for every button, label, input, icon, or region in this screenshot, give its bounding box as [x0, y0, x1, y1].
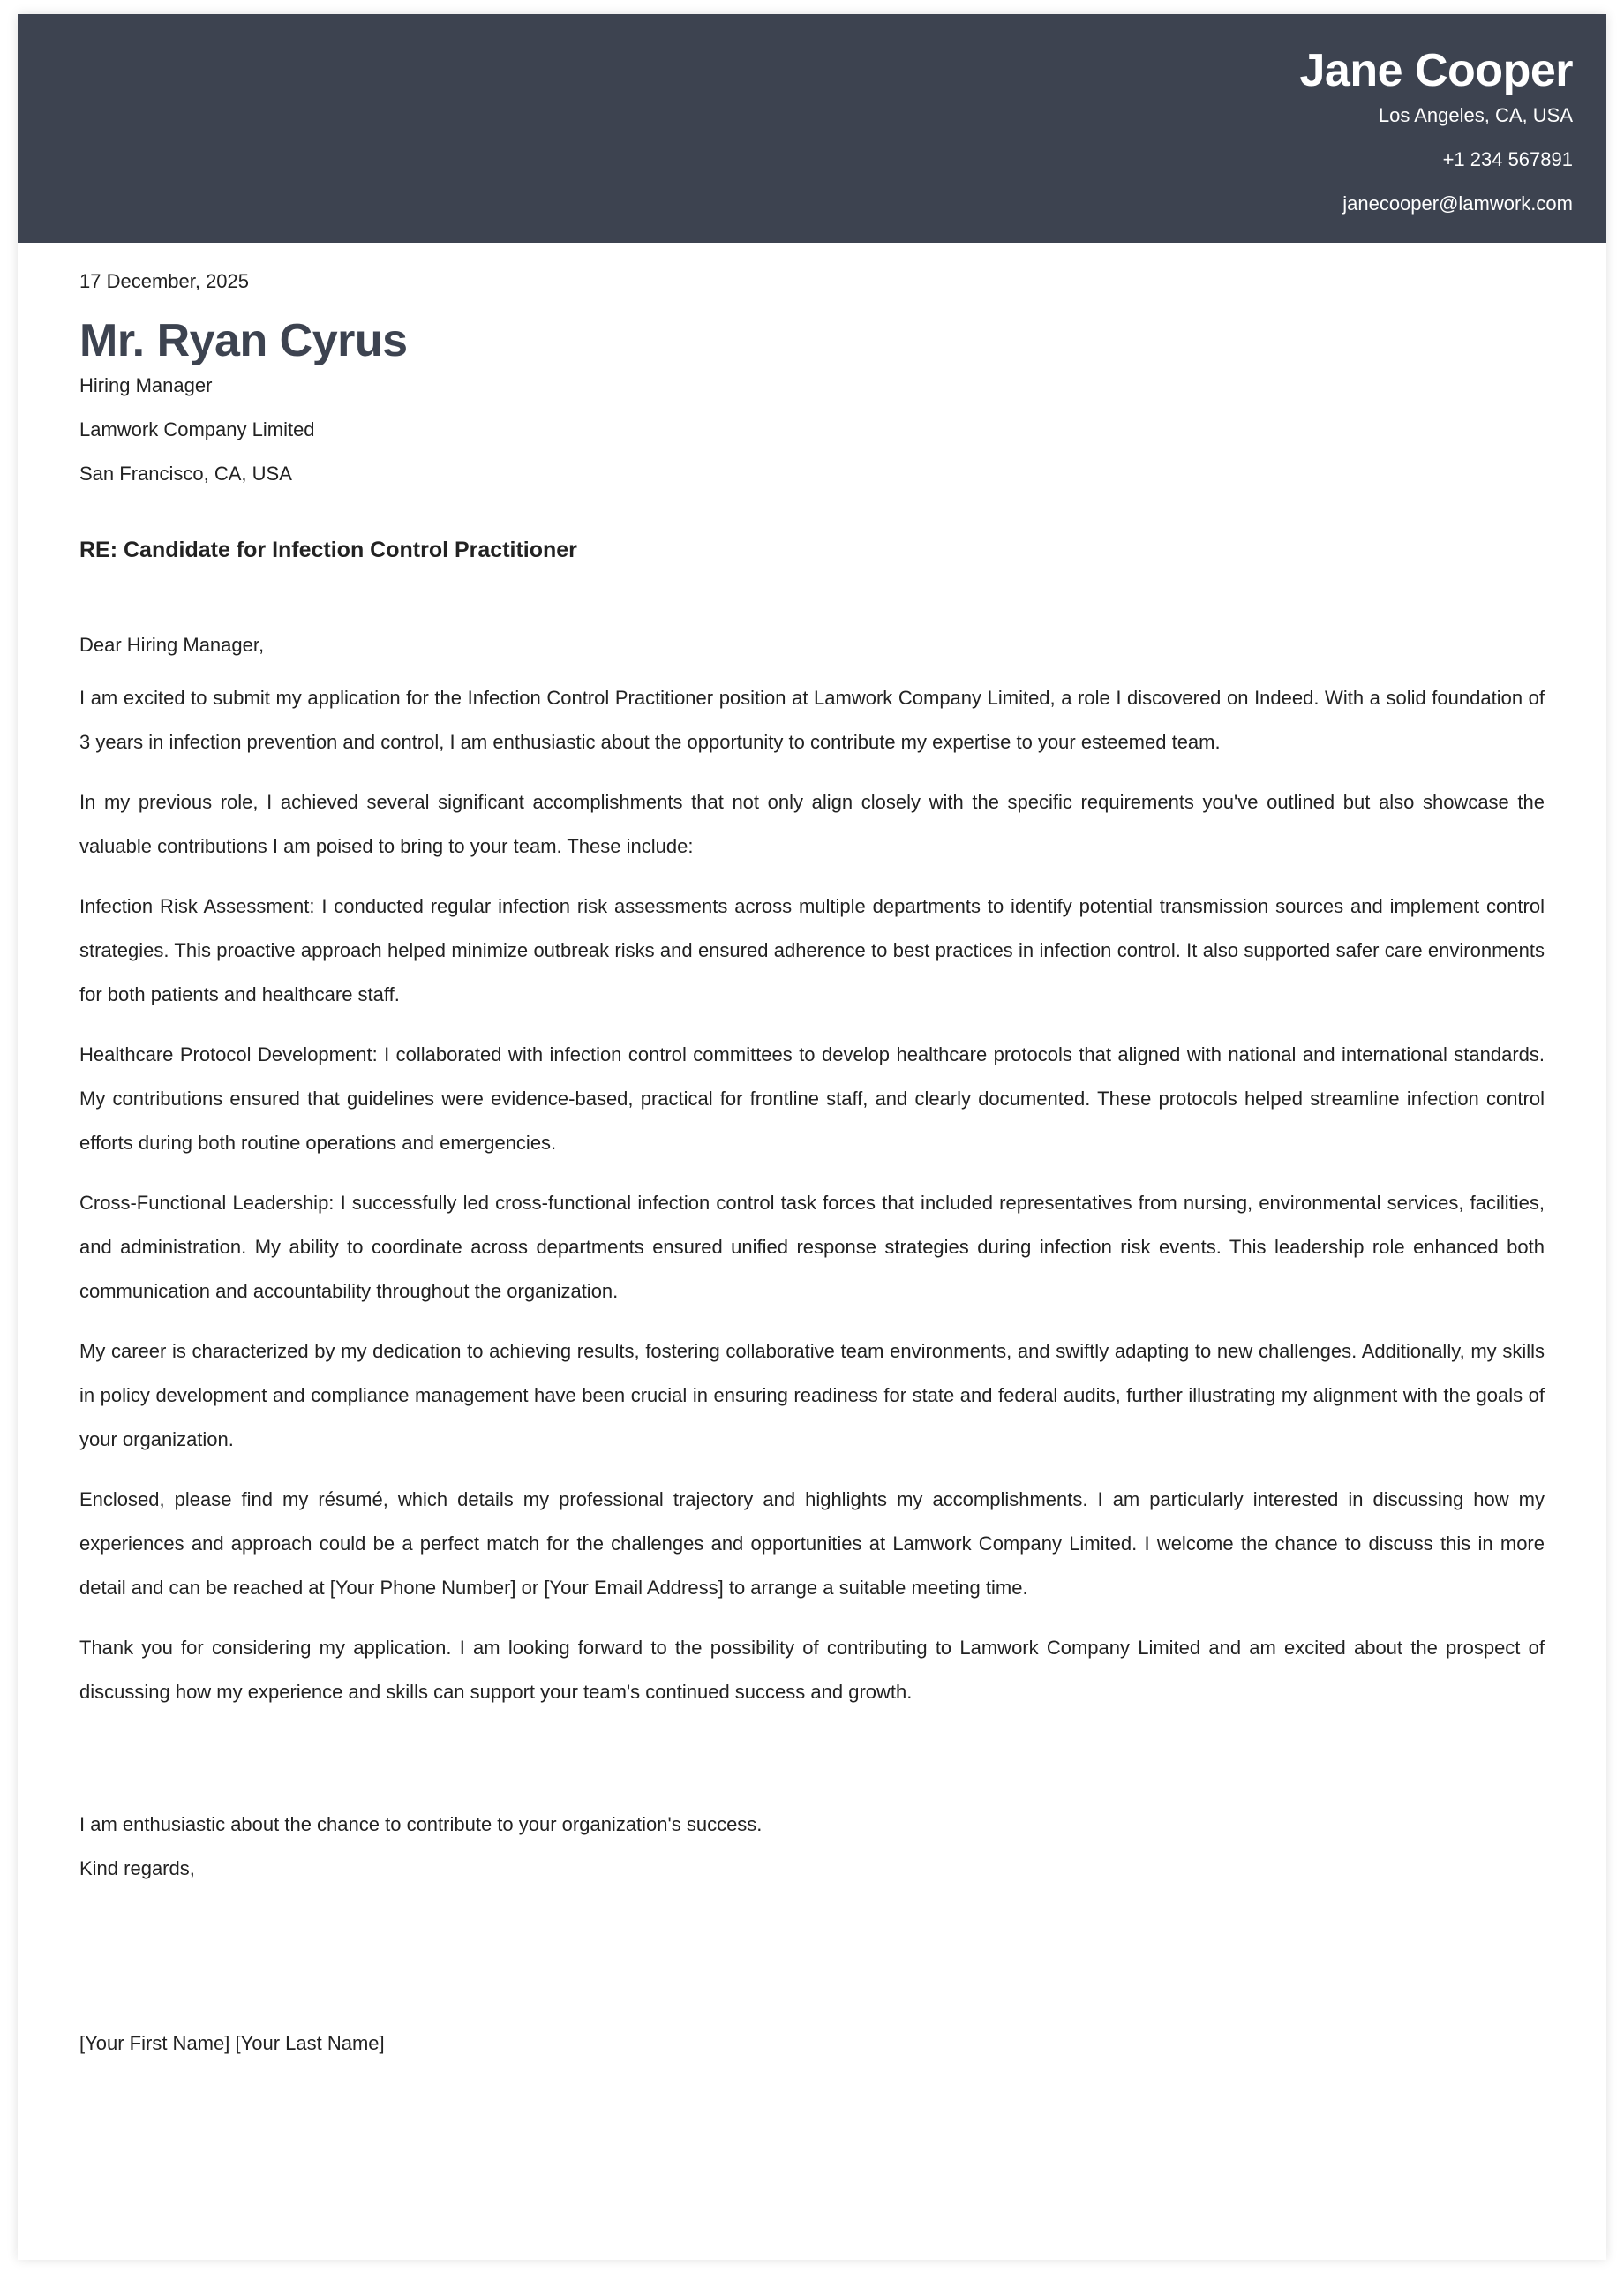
body-paragraph: In my previous role, I achieved several significant accomplishments that not only align closely with the specific requirements you've outlined but also showcase the valuable contributions I am poised to bring to your team. These include:	[79, 791, 1545, 857]
sender-block	[1300, 44, 1573, 215]
body-paragraph: My career is characterized by my dedication to achieving results, fostering collaborative team environments, and swiftly adapting to new challenges. Additionally, my skills in policy development and compliance management have been crucial in ensuring readiness for state and federal audits, further illustrating my alignment with the goals of your organization.	[79, 1340, 1545, 1450]
body-paragraph: Infection Risk Assessment: I conducted regular infection risk assessments across multiple departments to identify potential transmission sources and implement control strategies. This proactive approach helped minimize outbreak risks and ensured adherence to best practices in infection control. It also supported safer care environments for both patients and healthcare staff.	[79, 895, 1545, 1005]
signature: [Your First Name] [Your Last Name]	[79, 2032, 385, 2054]
body-paragraph: Enclosed, please find my résumé, which details my professional trajectory and highlights my accomplishments. I am particularly interested in discussing how my experiences and approach could be a perfect match for the challenges and opportunities at Lamwork Company Limited. I welcome the chance to discuss this in more detail and can be reached at [Your Phone Number] or [Your Email Address] to arrange a suitable meeting time.	[79, 1488, 1545, 1599]
closing-statement: I am enthusiastic about the chance to contribute to your organization's success.	[79, 1813, 763, 1835]
letter-header	[18, 14, 1606, 243]
body-paragraph: Cross-Functional Leadership: I successfully led cross-functional infection control task forces that included representatives from nursing, environmental services, facilities, and administration. My ability to coordinate across departments ensured unified response strategies during infection risk events. This leadership role enhanced both communication and accountability throughout the organization.	[79, 1192, 1545, 1302]
body-paragraph: Thank you for considering my application. I am looking forward to the possibility of contributing to Lamwork Company Limited and am excited about the prospect of discussing how my experience and skills can support your team's continued success and growth.	[79, 1637, 1545, 1703]
sender-location: Los Angeles, CA, USA	[1378, 104, 1573, 126]
recipient-name: Mr. Ryan Cyrus	[79, 315, 408, 366]
letter-page	[18, 14, 1606, 2260]
recipient-company: Lamwork Company Limited	[79, 418, 315, 440]
sender-name: Jane Cooper	[1299, 45, 1573, 96]
letter-subject: RE: Candidate for Infection Control Practitioner	[79, 538, 577, 562]
letter-body	[79, 270, 1545, 2066]
salutation: Dear Hiring Manager,	[79, 634, 265, 656]
body-paragraph: I am excited to submit my application for the Infection Control Practitioner position at Lamwork Company Limited, a role I discovered on Indeed. With a solid foundation of 3 years in infection prevention and control, I am enthusiastic about the opportunity to contribute my expertise to your esteemed team.	[79, 687, 1545, 753]
sender-phone: +1 234 567891	[1442, 148, 1573, 170]
body-paragraph: Healthcare Protocol Development: I collaborated with infection control committees to develop healthcare protocols that aligned with national and international standards. My contributions ensured that guidelines were evidence-based, practical for frontline staff, and clearly documented. These protocols helped streamline infection control efforts during both routine operations and emergencies.	[79, 1043, 1545, 1154]
sender-email: janecooper@lamwork.com	[1342, 192, 1573, 215]
letter-date: 17 December, 2025	[79, 270, 250, 292]
recipient-block	[79, 314, 1545, 486]
recipient-location: San Francisco, CA, USA	[79, 463, 292, 485]
recipient-title: Hiring Manager	[79, 374, 213, 396]
closing-block	[79, 1803, 1545, 1891]
closing-signoff: Kind regards,	[79, 1857, 195, 1879]
